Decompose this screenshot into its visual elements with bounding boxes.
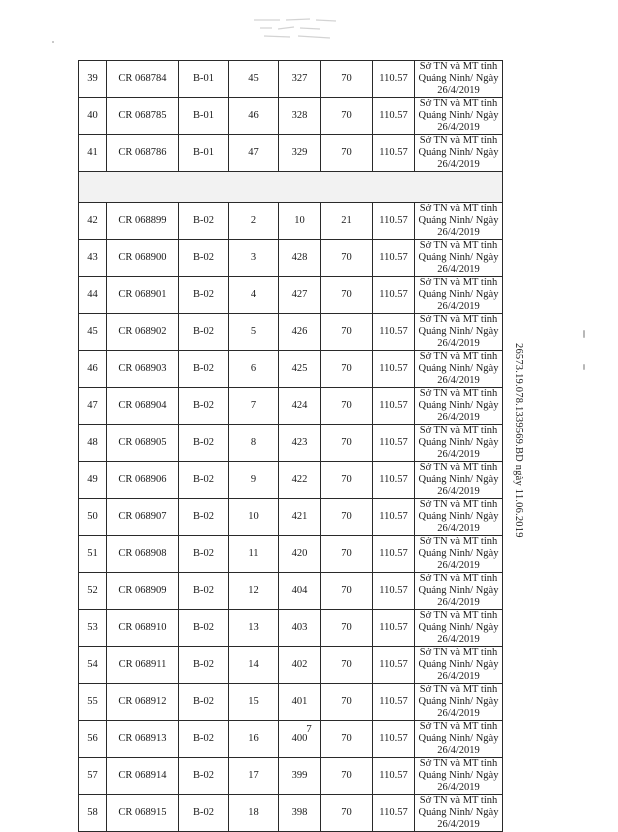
table-body xyxy=(79,61,503,832)
plot-number-cell: 8 xyxy=(229,425,279,462)
area-cell: 70 xyxy=(321,135,373,172)
area-cell: 70 xyxy=(321,573,373,610)
map-sheet-cell: 403 xyxy=(279,610,321,647)
row-number-cell: 55 xyxy=(79,684,107,721)
block-cell: B-02 xyxy=(179,684,229,721)
value-cell: 110.57 xyxy=(373,388,415,425)
table-row xyxy=(79,462,503,499)
area-cell: 70 xyxy=(321,314,373,351)
plot-number-cell: 7 xyxy=(229,388,279,425)
issuing-authority-cell: Sở TN và MT tỉnh Quảng Ninh/ Ngày 26/4/2019 xyxy=(415,135,503,172)
certificate-code-cell: CR 068908 xyxy=(107,536,179,573)
plot-number-cell: 3 xyxy=(229,240,279,277)
row-number-cell: 53 xyxy=(79,610,107,647)
row-number-cell: 40 xyxy=(79,98,107,135)
map-sheet-cell: 423 xyxy=(279,425,321,462)
issuing-authority-cell: Sở TN và MT tỉnh Quảng Ninh/ Ngày 26/4/2019 xyxy=(415,573,503,610)
issuing-authority-cell: Sở TN và MT tỉnh Quảng Ninh/ Ngày 26/4/2019 xyxy=(415,425,503,462)
issuing-authority-cell: Sở TN và MT tỉnh Quảng Ninh/ Ngày 26/4/2019 xyxy=(415,314,503,351)
certificate-code-cell: CR 068901 xyxy=(107,277,179,314)
map-sheet-cell: 328 xyxy=(279,98,321,135)
table-row xyxy=(79,314,503,351)
issuing-authority-cell: Sở TN và MT tỉnh Quảng Ninh/ Ngày 26/4/2019 xyxy=(415,610,503,647)
value-cell: 110.57 xyxy=(373,203,415,240)
row-number-cell: 50 xyxy=(79,499,107,536)
table-row xyxy=(79,61,503,98)
row-number-cell: 42 xyxy=(79,203,107,240)
value-cell: 110.57 xyxy=(373,647,415,684)
plot-number-cell: 46 xyxy=(229,98,279,135)
table-row xyxy=(79,203,503,240)
faded-stamp-mark xyxy=(250,14,340,42)
value-cell: 110.57 xyxy=(373,610,415,647)
table-row xyxy=(79,240,503,277)
block-cell: B-02 xyxy=(179,425,229,462)
row-number-cell: 47 xyxy=(79,388,107,425)
block-cell: B-02 xyxy=(179,758,229,795)
row-number-cell: 48 xyxy=(79,425,107,462)
value-cell: 110.57 xyxy=(373,499,415,536)
block-cell: B-01 xyxy=(179,61,229,98)
group-separator-cell xyxy=(79,172,503,203)
issuing-authority-cell: Sở TN và MT tỉnh Quảng Ninh/ Ngày 26/4/2019 xyxy=(415,684,503,721)
map-sheet-cell: 329 xyxy=(279,135,321,172)
value-cell: 110.57 xyxy=(373,425,415,462)
map-sheet-cell: 327 xyxy=(279,61,321,98)
certificate-code-cell: CR 068903 xyxy=(107,351,179,388)
value-cell: 110.57 xyxy=(373,314,415,351)
row-number-cell: 57 xyxy=(79,758,107,795)
table-row xyxy=(79,135,503,172)
plot-number-cell: 47 xyxy=(229,135,279,172)
side-reference-text: 26573.19.078.1339569.BD ngày 11.06.2019 xyxy=(513,343,524,538)
certificate-code-cell: CR 068899 xyxy=(107,203,179,240)
issuing-authority-cell: Sở TN và MT tỉnh Quảng Ninh/ Ngày 26/4/2019 xyxy=(415,277,503,314)
block-cell: B-02 xyxy=(179,721,229,758)
block-cell: B-02 xyxy=(179,647,229,684)
value-cell: 110.57 xyxy=(373,758,415,795)
area-cell: 70 xyxy=(321,277,373,314)
block-cell: B-02 xyxy=(179,462,229,499)
certificate-code-cell: CR 068784 xyxy=(107,61,179,98)
table-row xyxy=(79,425,503,462)
map-sheet-cell: 422 xyxy=(279,462,321,499)
map-sheet-cell: 404 xyxy=(279,573,321,610)
plot-number-cell: 5 xyxy=(229,314,279,351)
row-number-cell: 43 xyxy=(79,240,107,277)
issuing-authority-cell: Sở TN và MT tỉnh Quảng Ninh/ Ngày 26/4/2019 xyxy=(415,462,503,499)
plot-number-cell: 10 xyxy=(229,499,279,536)
row-number-cell: 44 xyxy=(79,277,107,314)
row-number-cell: 54 xyxy=(79,647,107,684)
area-cell: 70 xyxy=(321,462,373,499)
area-cell: 70 xyxy=(321,61,373,98)
issuing-authority-cell: Sở TN và MT tỉnh Quảng Ninh/ Ngày 26/4/2019 xyxy=(415,647,503,684)
issuing-authority-cell: Sở TN và MT tỉnh Quảng Ninh/ Ngày 26/4/2019 xyxy=(415,351,503,388)
table-row xyxy=(79,647,503,684)
area-cell: 70 xyxy=(321,684,373,721)
value-cell: 110.57 xyxy=(373,721,415,758)
row-number-cell: 49 xyxy=(79,462,107,499)
block-cell: B-02 xyxy=(179,795,229,832)
value-cell: 110.57 xyxy=(373,462,415,499)
plot-number-cell: 45 xyxy=(229,61,279,98)
row-number-cell: 52 xyxy=(79,573,107,610)
certificate-code-cell: CR 068900 xyxy=(107,240,179,277)
row-number-cell: 46 xyxy=(79,351,107,388)
value-cell: 110.57 xyxy=(373,61,415,98)
plot-number-cell: 18 xyxy=(229,795,279,832)
block-cell: B-02 xyxy=(179,203,229,240)
row-number-cell: 58 xyxy=(79,795,107,832)
scan-speck xyxy=(583,364,585,370)
scan-speck xyxy=(583,330,585,338)
plot-number-cell: 4 xyxy=(229,277,279,314)
table-row xyxy=(79,573,503,610)
certificate-code-cell: CR 068904 xyxy=(107,388,179,425)
row-number-cell: 51 xyxy=(79,536,107,573)
issuing-authority-cell: Sở TN và MT tỉnh Quảng Ninh/ Ngày 26/4/2019 xyxy=(415,240,503,277)
certificate-code-cell: CR 068905 xyxy=(107,425,179,462)
area-cell: 70 xyxy=(321,758,373,795)
block-cell: B-01 xyxy=(179,135,229,172)
row-number-cell: 56 xyxy=(79,721,107,758)
scan-speck xyxy=(52,41,54,43)
issuing-authority-cell: Sở TN và MT tỉnh Quảng Ninh/ Ngày 26/4/2019 xyxy=(415,499,503,536)
certificate-code-cell: CR 068786 xyxy=(107,135,179,172)
block-cell: B-02 xyxy=(179,277,229,314)
table-row xyxy=(79,536,503,573)
certificate-code-cell: CR 068912 xyxy=(107,684,179,721)
map-sheet-cell: 399 xyxy=(279,758,321,795)
land-certificate-table xyxy=(78,60,503,832)
map-sheet-cell: 10 xyxy=(279,203,321,240)
block-cell: B-02 xyxy=(179,240,229,277)
certificate-code-cell: CR 068911 xyxy=(107,647,179,684)
certificate-code-cell: CR 068909 xyxy=(107,573,179,610)
table-row xyxy=(79,758,503,795)
plot-number-cell: 11 xyxy=(229,536,279,573)
map-sheet-cell: 402 xyxy=(279,647,321,684)
issuing-authority-cell: Sở TN và MT tỉnh Quảng Ninh/ Ngày 26/4/2019 xyxy=(415,758,503,795)
plot-number-cell: 2 xyxy=(229,203,279,240)
area-cell: 70 xyxy=(321,351,373,388)
map-sheet-cell: 421 xyxy=(279,499,321,536)
plot-number-cell: 16 xyxy=(229,721,279,758)
map-sheet-cell: 401 xyxy=(279,684,321,721)
certificate-code-cell: CR 068785 xyxy=(107,98,179,135)
block-cell: B-02 xyxy=(179,388,229,425)
value-cell: 110.57 xyxy=(373,684,415,721)
value-cell: 110.57 xyxy=(373,351,415,388)
area-cell: 70 xyxy=(321,499,373,536)
certificate-code-cell: CR 068902 xyxy=(107,314,179,351)
block-cell: B-02 xyxy=(179,573,229,610)
value-cell: 110.57 xyxy=(373,277,415,314)
block-cell: B-02 xyxy=(179,536,229,573)
issuing-authority-cell: Sở TN và MT tỉnh Quảng Ninh/ Ngày 26/4/2019 xyxy=(415,536,503,573)
value-cell: 110.57 xyxy=(373,135,415,172)
table-row xyxy=(79,795,503,832)
certificate-code-cell: CR 068915 xyxy=(107,795,179,832)
plot-number-cell: 13 xyxy=(229,610,279,647)
area-cell: 70 xyxy=(321,425,373,462)
table-row xyxy=(79,499,503,536)
issuing-authority-cell: Sở TN và MT tỉnh Quảng Ninh/ Ngày 26/4/2019 xyxy=(415,388,503,425)
plot-number-cell: 12 xyxy=(229,573,279,610)
value-cell: 110.57 xyxy=(373,98,415,135)
map-sheet-cell: 400 xyxy=(279,721,321,758)
table-row xyxy=(79,388,503,425)
value-cell: 110.57 xyxy=(373,240,415,277)
table-row xyxy=(79,98,503,135)
issuing-authority-cell: Sở TN và MT tỉnh Quảng Ninh/ Ngày 26/4/2019 xyxy=(415,795,503,832)
certificate-code-cell: CR 068913 xyxy=(107,721,179,758)
page-number: 7 xyxy=(306,723,312,735)
plot-number-cell: 6 xyxy=(229,351,279,388)
plot-number-cell: 17 xyxy=(229,758,279,795)
area-cell: 70 xyxy=(321,647,373,684)
certificate-code-cell: CR 068914 xyxy=(107,758,179,795)
block-cell: B-02 xyxy=(179,610,229,647)
plot-number-cell: 14 xyxy=(229,647,279,684)
row-number-cell: 45 xyxy=(79,314,107,351)
table-row xyxy=(79,277,503,314)
block-cell: B-02 xyxy=(179,314,229,351)
certificate-code-cell: CR 068906 xyxy=(107,462,179,499)
row-number-cell: 41 xyxy=(79,135,107,172)
certificate-code-cell: CR 068910 xyxy=(107,610,179,647)
area-cell: 70 xyxy=(321,388,373,425)
map-sheet-cell: 427 xyxy=(279,277,321,314)
value-cell: 110.57 xyxy=(373,573,415,610)
map-sheet-cell: 424 xyxy=(279,388,321,425)
table-row xyxy=(79,610,503,647)
plot-number-cell: 15 xyxy=(229,684,279,721)
value-cell: 110.57 xyxy=(373,536,415,573)
block-cell: B-01 xyxy=(179,98,229,135)
row-number-cell: 39 xyxy=(79,61,107,98)
table-row xyxy=(79,684,503,721)
map-sheet-cell: 428 xyxy=(279,240,321,277)
block-cell: B-02 xyxy=(179,351,229,388)
plot-number-cell: 9 xyxy=(229,462,279,499)
area-cell: 21 xyxy=(321,203,373,240)
area-cell: 70 xyxy=(321,610,373,647)
area-cell: 70 xyxy=(321,536,373,573)
table-row xyxy=(79,351,503,388)
issuing-authority-cell: Sở TN và MT tỉnh Quảng Ninh/ Ngày 26/4/2019 xyxy=(415,203,503,240)
group-separator-row xyxy=(79,172,503,203)
block-cell: B-02 xyxy=(179,499,229,536)
area-cell: 70 xyxy=(321,98,373,135)
area-cell: 70 xyxy=(321,240,373,277)
map-sheet-cell: 426 xyxy=(279,314,321,351)
issuing-authority-cell: Sở TN và MT tỉnh Quảng Ninh/ Ngày 26/4/2019 xyxy=(415,61,503,98)
certificate-code-cell: CR 068907 xyxy=(107,499,179,536)
map-sheet-cell: 420 xyxy=(279,536,321,573)
value-cell: 110.57 xyxy=(373,795,415,832)
area-cell: 70 xyxy=(321,721,373,758)
issuing-authority-cell: Sở TN và MT tỉnh Quảng Ninh/ Ngày 26/4/2019 xyxy=(415,98,503,135)
area-cell: 70 xyxy=(321,795,373,832)
issuing-authority-cell: Sở TN và MT tỉnh Quảng Ninh/ Ngày 26/4/2019 xyxy=(415,721,503,758)
map-sheet-cell: 398 xyxy=(279,795,321,832)
map-sheet-cell: 425 xyxy=(279,351,321,388)
